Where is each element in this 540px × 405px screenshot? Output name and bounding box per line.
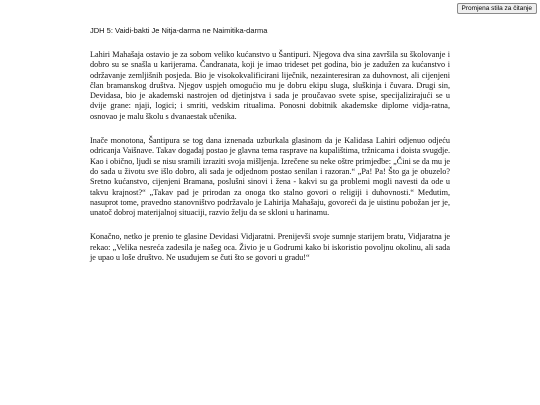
paragraph-2: Inače monotona, Šantipura se tog dana iznenada uzburkala glasinom da je Kalidasa Lahiri odjenuo odjeću odricanja Vaišnave. Takav događaj postao je glavna tema rasprave na kupalištima, tržnicama i doista svugdje. Kao i obično, ljudi se nisu sramili izraziti svoja mišljenja. Izrečene su neke oštre primjedbe: „Čini se da mu je do sada u životu sve išlo dobro, ali sada je odjednom postao senilan i razoran.“ „Pa! Pa! Što ga je obuzelo? Sretno kućanstvo, cijenjeni Bramana, poslušni sinovi i žena - kakvi su ga problemi mogli navesti da ode u takvu krajnost?“ „Takav pad je prirodan za onoga tko stalno govori o religiji i duhovnosti.“ Međutim, nasuprot tome, pravedno stanovništvo podržavalo je Lahirija Mahašaju, govoreći da je uistinu pobožan jer je, unatoč dobroj materijalnoj situaciji, razvio želju da se skloni u harinamu. (90, 136, 450, 218)
reading-style-toggle-button[interactable]: Promjena stila za čitanje (457, 3, 537, 14)
paragraph-1: Lahiri Mahašaja ostavio je za sobom veliko kućanstvo u Šantipuri. Njegova dva sina završila su školovanje i dobro su se snašla u karijerama. Čandranata, koji je imao trideset pet godina, bio je zadužen za kućanstvo i održavanje zemljišnih posjeda. Bio je visokokvalificirani liječnik, nezainteresiran za duhovnost, ali cijenjeni član bramanskog društva. Njegov uspjeh omogućio mu je dobru ekipu sluga, sluškinja i čuvara. Drugi sin, Devidasa, bio je akademski nastrojen od djetinjstva i sada je proučavao svete spise, specijalizirajući se u dvije grane: njaji, logici; i smriti, vedskim ritualima. Ponosni dobitnik akademske diplome vidja-ratna, osnovao je malu školu s dvanaestak učenika. (90, 50, 450, 121)
paragraph-3: Konačno, netko je prenio te glasine Devidasi Vidjaratni. Prenijevši svoje sumnje starijem bratu, Vidjaratna je rekao: „Velika nesreća zadesila je našeg oca. Živio je u Godrumi kako bi iskoristio povoljnu okolinu, ali sada je upao u loše društvo. Ne usuđujem se čuti što se govori u gradu!“ (90, 232, 450, 263)
chapter-content (90, 26, 450, 263)
chapter-title: JDH 5: Vaidi-bakti Je Nitja-darma ne Naimitika-darma (90, 26, 268, 35)
